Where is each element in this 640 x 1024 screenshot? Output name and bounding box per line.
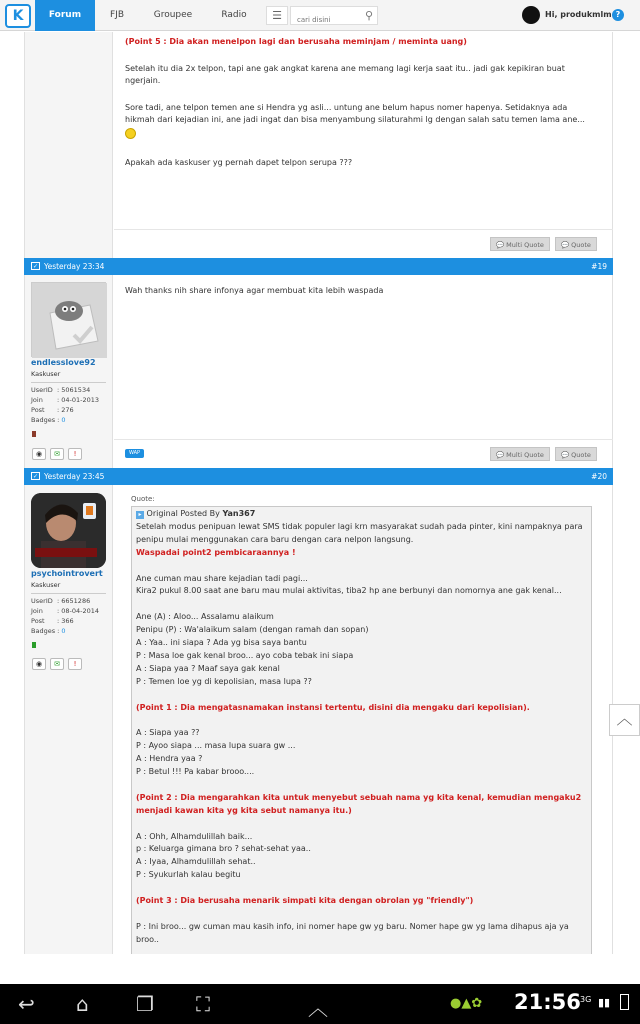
post-time: Yesterday 23:34 <box>44 262 105 271</box>
profile-icon[interactable]: ◉ <box>32 448 46 460</box>
report-icon[interactable]: ! <box>68 448 82 460</box>
checkbox-icon[interactable]: ✓ <box>32 263 39 270</box>
quote-line: Waspadai point2 pembicaraannya ! <box>136 547 296 557</box>
post-time: Yesterday 23:45 <box>44 472 105 481</box>
quote-line: Kira2 pukul 8.00 saat ane baru mau mulai aktivitas, tiba2 hp ane berbunyi dan nomornya ane gak kenal... <box>136 586 562 596</box>
post-count-value: 276 <box>61 406 74 414</box>
checkbox-icon[interactable]: ✓ <box>32 473 39 480</box>
post-18-body <box>125 36 595 170</box>
quote-line <box>136 560 592 573</box>
join-date-value: 08-04-2014 <box>61 607 100 615</box>
join-date-value: 04-01-2013 <box>61 396 100 404</box>
notification-icon[interactable]: ●▲✿ <box>450 996 483 1011</box>
back-icon[interactable]: ↩ <box>18 992 35 1016</box>
quote-line <box>136 908 592 921</box>
network-type: 3G <box>580 995 592 1004</box>
meta-label: Post <box>31 617 45 625</box>
post-line: Sore tadi, ane telpon temen ane si Hendra yg asli... untung ane belum hapus nomer hapenya. Setidaknya ada hikmah dari kejadian ini, ane jadi ingat dan bisa menyambung silaturahmi lg dengan salah satu temen lama ane... <box>125 102 585 124</box>
username[interactable]: psychointrovert <box>31 569 103 578</box>
post-header <box>24 468 613 485</box>
post-line: Apakah ada kaskuser yg pernah dapet telpon serupa ??? <box>125 158 353 167</box>
quote-line: (Point 1 : Dia mengatasnamakan instansi tertentu, disini dia mengaku dari kepolisian). <box>136 702 530 712</box>
quote-button[interactable] <box>555 237 597 251</box>
badges-value[interactable]: 0 <box>61 416 66 424</box>
multi-quote-button[interactable] <box>490 237 550 251</box>
menu-list-icon[interactable]: ☰ <box>266 6 288 25</box>
tab-fjb[interactable]: FJB <box>109 10 124 20</box>
system-navbar <box>0 984 640 1024</box>
kaskus-logo[interactable]: K <box>5 4 31 28</box>
wap-icon: WAP <box>125 449 144 458</box>
quote-line: P : Ini broo... gw cuman mau kasih info, ini nomer hape gw yg baru. Nomer hape gw yg lama dihapus aja ya broo.. <box>136 921 569 944</box>
post-19-body: Wah thanks nih share infonya agar membuat kita lebih waspada <box>125 286 384 295</box>
quote-line: P : Temen loe yg di kepolisian, masa lupa ?? <box>136 676 312 686</box>
quote-button[interactable] <box>555 447 597 461</box>
post-line: Setelah itu dia 2x telpon, tapi ane gak angkat karena ane memang lagi kerja saat itu.. jadi gak kepikiran buat ngerjain. <box>125 63 565 85</box>
quote-arrow-icon[interactable]: ▸ <box>136 511 144 519</box>
avatar[interactable] <box>31 493 106 568</box>
quote-author-prefix: Original Posted By <box>146 509 220 518</box>
smiley-icon <box>125 128 136 139</box>
battery-icon <box>620 994 629 1010</box>
message-icon[interactable]: ✉ <box>50 658 64 670</box>
search-box <box>290 6 378 25</box>
quote-author-line <box>136 508 592 521</box>
multi-quote-button[interactable] <box>490 447 550 461</box>
user-rank: Kaskuser <box>31 581 61 589</box>
user-greeting[interactable]: Hi, produkmlm <box>545 10 612 19</box>
user-pane <box>24 32 113 259</box>
post-number[interactable]: #20 <box>591 472 607 481</box>
quote-line: A : Siapa yaa ?? <box>136 728 200 738</box>
meta-label: Join <box>31 607 43 615</box>
button-label: Multi Quote <box>506 241 544 249</box>
meta-label: Join <box>31 396 43 404</box>
signal-icon: ▮▮ <box>598 996 611 1009</box>
quote-line: P : Syukurlah kalau begitu <box>136 870 241 880</box>
post-number[interactable]: #19 <box>591 262 607 271</box>
button-label: Multi Quote <box>506 451 544 459</box>
user-rank: Kaskuser <box>31 370 61 378</box>
profile-icon[interactable]: ◉ <box>32 658 46 670</box>
search-icon[interactable]: ⚲ <box>364 9 373 22</box>
home-icon[interactable]: ⌂ <box>76 992 89 1016</box>
reputation-icon <box>32 431 36 437</box>
quote-line: Setelah modus penipuan lewat SMS tidak populer lagi krn masyarakat sudah pada pinter, kini nampaknya para penipu mulai menggunakan cara baru dengan cara nelpon langsung. <box>136 521 583 544</box>
quote-line <box>136 882 592 895</box>
divider <box>114 229 613 230</box>
divider <box>114 439 613 440</box>
clock: 21:56 <box>514 990 581 1014</box>
badges-value[interactable]: 0 <box>61 627 66 635</box>
quote-line <box>136 598 592 611</box>
quote-line: (Point 2 : Dia mengarahkan kita untuk menyebut sebuah nama yg kita kenal, kemudian mengaku2 menjadi kawan kita yg kita sebut namanya itu.) <box>136 792 582 815</box>
recent-apps-icon[interactable]: ❐ <box>136 992 154 1016</box>
top-navbar <box>0 0 640 31</box>
message-icon[interactable]: ✉ <box>50 448 64 460</box>
quote-line: P : Masa loe gak kenal broo... ayo coba tebak ini siapa <box>136 650 354 660</box>
quote-line: A : Iyaa, Alhamdulillah sehat.. <box>136 857 256 867</box>
quote-line: A : Ohh, Alhamdulillah baik... <box>136 831 253 841</box>
quote-line <box>136 714 592 727</box>
username[interactable]: endlesslove92 <box>31 358 96 367</box>
tab-radio[interactable]: Radio <box>221 10 247 20</box>
reputation-icon <box>32 642 36 648</box>
user-id-value: 6651286 <box>61 597 91 605</box>
quote-lines <box>136 521 592 947</box>
button-label: Quote <box>571 451 591 459</box>
quote-content <box>136 508 592 947</box>
meta-label: Badges <box>31 627 56 635</box>
quote-line <box>136 779 592 792</box>
chat-icon: 💬 <box>561 241 570 249</box>
meta-label: Badges <box>31 416 56 424</box>
post-count-value: 366 <box>61 617 74 625</box>
user-meta: UserID : 5061534 Join : 04-01-2013 Post : 276 Badges : 0 <box>31 382 106 425</box>
profile-photo <box>31 493 106 568</box>
user-meta: UserID : 6651286 Join : 08-04-2014 Post : 366 Badges : 0 <box>31 593 106 636</box>
user-id-value: 5061534 <box>61 386 91 394</box>
quote-line: A : Yaa.. ini siapa ? Ada yg bisa saya bantu <box>136 638 307 648</box>
post-header <box>24 258 613 275</box>
tab-forum[interactable]: Forum <box>35 0 95 31</box>
meta-label: UserID <box>31 386 53 394</box>
meta-label: Post <box>31 406 45 414</box>
quote-line: Ane cuman mau share kejadian tadi pagi... <box>136 573 308 583</box>
default-avatar-icon <box>32 283 107 358</box>
chevron-up-icon[interactable]: ︿ <box>308 996 328 1020</box>
quote-line: (Point 3 : Dia berusaha menarik simpati kita dengan obrolan yg "friendly") <box>136 896 474 906</box>
avatar[interactable] <box>31 282 106 357</box>
quote-line: A : Siapa yaa ? Maaf saya gak kenal <box>136 663 280 673</box>
quote-line: A : Hendra yaa ? <box>136 754 203 764</box>
quote-author[interactable]: Yan367 <box>222 509 256 518</box>
chat-icon: 💬 <box>496 451 505 459</box>
tab-groupee[interactable]: Groupee <box>153 10 193 20</box>
help-icon[interactable]: ? <box>612 9 624 21</box>
post-line: (Point 5 : Dia akan menelpon lagi dan berusaha meminjam / meminta uang) <box>125 37 467 46</box>
quote-label: Quote: <box>131 495 155 503</box>
quote-line <box>136 818 592 831</box>
quote-line: Ane (A) : Aloo... Assalamu alaikum <box>136 612 274 622</box>
chevron-up-icon: ︿ <box>616 709 633 728</box>
search-input[interactable] <box>291 12 357 29</box>
quote-line: P : Ayoo siapa ... masa lupa suara gw ... <box>136 741 296 751</box>
button-label: Quote <box>571 241 591 249</box>
quote-line: P : Betul !!! Pa kabar brooo.... <box>136 767 255 777</box>
chat-icon: 💬 <box>496 241 505 249</box>
meta-label: UserID <box>31 597 53 605</box>
report-icon[interactable]: ! <box>68 658 82 670</box>
quote-line: p : Keluarga gimana bro ? sehat-sehat yaa.. <box>136 844 311 854</box>
quote-line <box>136 689 592 702</box>
thread-content <box>0 32 640 954</box>
quote-line: Penipu (P) : Wa'alaikum salam (dengan ramah dan sopan) <box>136 625 369 635</box>
avatar[interactable] <box>522 6 540 24</box>
scroll-to-top-button[interactable] <box>609 704 640 736</box>
chat-icon: 💬 <box>561 451 570 459</box>
screenshot-icon[interactable]: ⛶ <box>196 992 210 1016</box>
